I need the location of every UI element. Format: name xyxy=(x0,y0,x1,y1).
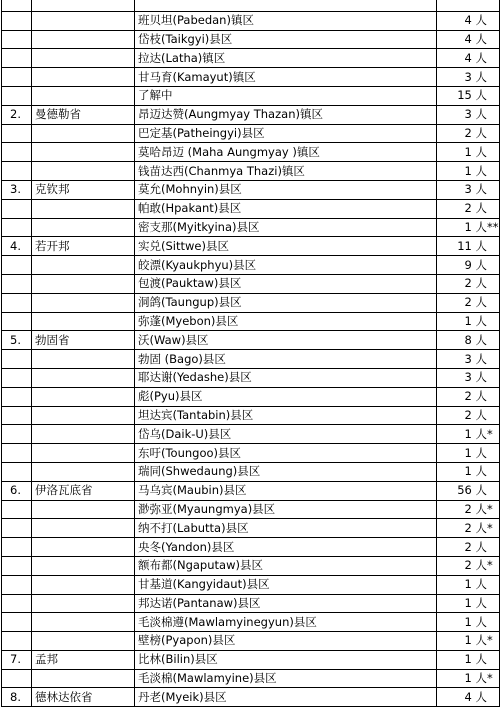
district-name: 耶达谢(Yedashe)县区 xyxy=(135,368,437,387)
count-cell xyxy=(437,331,500,350)
region-name xyxy=(32,556,135,575)
row-number xyxy=(2,143,32,162)
region-name xyxy=(32,49,135,68)
count-cell xyxy=(437,30,500,49)
count-cell xyxy=(437,256,500,275)
table-row xyxy=(2,312,500,331)
row-number xyxy=(2,0,32,11)
count-value: 1 人 xyxy=(464,163,487,178)
district-name: 沃(Waw)县区 xyxy=(135,331,437,350)
count-cell xyxy=(437,632,500,651)
region-name: 勃固省 xyxy=(32,331,135,350)
table-row xyxy=(2,256,500,275)
count-cell xyxy=(437,669,500,688)
row-number xyxy=(2,68,32,87)
count-cell xyxy=(437,237,500,256)
district-name: 岱枝(Taikgyi)县区 xyxy=(135,30,437,49)
count-cell xyxy=(437,0,500,11)
count-cell xyxy=(437,124,500,143)
region-name xyxy=(32,575,135,594)
count-cell xyxy=(437,688,500,707)
count-cell xyxy=(437,519,500,538)
count-value: 4 人 xyxy=(464,50,487,65)
count-cell xyxy=(437,594,500,613)
district-name: 密支那(Myitkyina)县区 xyxy=(135,218,437,237)
row-number xyxy=(2,556,32,575)
table-row xyxy=(2,218,500,237)
table-row xyxy=(2,519,500,538)
count-value: 2 人 xyxy=(464,276,487,291)
district-name: 昂迈达赞(Aungmyay Thazan)镇区 xyxy=(135,105,437,124)
count-cell xyxy=(437,462,500,481)
footnote-mark: * xyxy=(487,520,493,535)
footnote-mark: ** xyxy=(487,219,499,234)
count-value: 1 人 xyxy=(464,595,487,610)
region-name xyxy=(32,11,135,30)
table-row xyxy=(2,632,500,651)
count-cell xyxy=(437,68,500,87)
count-value: 8 人 xyxy=(464,332,487,347)
count-cell xyxy=(437,312,500,331)
table-row xyxy=(2,387,500,406)
count-value: 56 人 xyxy=(457,483,487,498)
row-number xyxy=(2,274,32,293)
count-value: 1 人 xyxy=(464,445,487,460)
row-number: 3. xyxy=(2,180,32,199)
region-name xyxy=(32,425,135,444)
footnote-mark: * xyxy=(487,426,493,441)
table-row xyxy=(2,237,500,256)
table-body xyxy=(2,0,500,707)
district-name: 拉达(Latha)镇区 xyxy=(135,49,437,68)
table-row xyxy=(2,124,500,143)
count-value: 1 人 xyxy=(464,577,487,592)
count-value: 4 人 xyxy=(464,31,487,46)
footnote-mark: * xyxy=(487,501,493,516)
region-name xyxy=(32,368,135,387)
table-row xyxy=(2,669,500,688)
row-number xyxy=(2,11,32,30)
region-name: 伊洛瓦底省 xyxy=(32,481,135,500)
count-value: 3 人 xyxy=(464,69,487,84)
count-value: 1 人 xyxy=(464,652,487,667)
row-number xyxy=(2,500,32,519)
row-number xyxy=(2,632,32,651)
table-row xyxy=(2,180,500,199)
row-number xyxy=(2,124,32,143)
count-cell xyxy=(437,11,500,30)
region-name xyxy=(32,68,135,87)
count-value: 2 人 xyxy=(464,125,487,140)
table-row xyxy=(2,556,500,575)
count-value: 9 人 xyxy=(464,257,487,272)
row-number xyxy=(2,425,32,444)
district-name: 班贝坦(Pabedan)镇区 xyxy=(135,11,437,30)
count-cell xyxy=(437,425,500,444)
district-name: 皎漂(Kyaukphyu)县区 xyxy=(135,256,437,275)
table-row xyxy=(2,86,500,105)
row-number xyxy=(2,519,32,538)
count-cell xyxy=(437,162,500,181)
row-number xyxy=(2,669,32,688)
count-value: 3 人 xyxy=(464,107,487,122)
row-number xyxy=(2,218,32,237)
row-number xyxy=(2,462,32,481)
row-number xyxy=(2,406,32,425)
row-number xyxy=(2,162,32,181)
count-cell xyxy=(437,481,500,500)
count-cell xyxy=(437,444,500,463)
district-name: 包渡(Pauktaw)县区 xyxy=(135,274,437,293)
district-name: 彪(Pyu)县区 xyxy=(135,387,437,406)
count-cell xyxy=(437,143,500,162)
count-cell xyxy=(437,86,500,105)
count-value: 1 人 xyxy=(464,426,487,441)
footnote-mark: * xyxy=(487,558,493,573)
region-name xyxy=(32,519,135,538)
count-value: 2 人 xyxy=(464,407,487,422)
count-cell xyxy=(437,199,500,218)
table-row xyxy=(2,293,500,312)
table-row xyxy=(2,406,500,425)
count-value: 3 人 xyxy=(464,370,487,385)
row-number xyxy=(2,613,32,632)
district-name: 毛淡棉遵(Mawlamyinegyun)县区 xyxy=(135,613,437,632)
district-name: 毛淡棉(Mawlamyine)县区 xyxy=(135,669,437,688)
region-name xyxy=(32,30,135,49)
district-name: 瑞同(Shwedaung)县区 xyxy=(135,462,437,481)
count-value: 1 人 xyxy=(464,144,487,159)
region-name xyxy=(32,669,135,688)
table-row xyxy=(2,425,500,444)
district-name: 巴定基(Patheingyi)县区 xyxy=(135,124,437,143)
row-number xyxy=(2,199,32,218)
table-row xyxy=(2,350,500,369)
table-row xyxy=(2,688,500,707)
row-number xyxy=(2,594,32,613)
row-number xyxy=(2,49,32,68)
count-cell xyxy=(437,350,500,369)
region-name: 曼德勒省 xyxy=(32,105,135,124)
table-row xyxy=(2,199,500,218)
region-name xyxy=(32,538,135,557)
region-name: 若开邦 xyxy=(32,237,135,256)
district-name xyxy=(135,0,437,11)
count-value: 2 人 xyxy=(464,295,487,310)
count-cell xyxy=(437,575,500,594)
district-name: 东吁(Toungoo)县区 xyxy=(135,444,437,463)
count-value: 11 人 xyxy=(457,238,487,253)
table-row xyxy=(2,575,500,594)
table-row xyxy=(2,105,500,124)
row-number: 4. xyxy=(2,237,32,256)
row-number xyxy=(2,575,32,594)
region-name: 克钦邦 xyxy=(32,180,135,199)
count-cell xyxy=(437,613,500,632)
row-number xyxy=(2,538,32,557)
district-name: 渺弥亚(Myaungmya)县区 xyxy=(135,500,437,519)
count-value: 4 人 xyxy=(464,689,487,704)
district-name: 坦达宾(Tantabin)县区 xyxy=(135,406,437,425)
table-row xyxy=(2,481,500,500)
region-name xyxy=(32,350,135,369)
district-name: 弥蓬(Myebon)县区 xyxy=(135,312,437,331)
district-name: 壁榜(Pyapon)县区 xyxy=(135,632,437,651)
count-value: 1 人 xyxy=(464,219,487,234)
district-name: 甘马育(Kamayut)镇区 xyxy=(135,68,437,87)
region-name xyxy=(32,594,135,613)
row-number xyxy=(2,293,32,312)
count-value: 1 人 xyxy=(464,614,487,629)
region-name xyxy=(32,162,135,181)
count-cell xyxy=(437,500,500,519)
row-number: 7. xyxy=(2,650,32,669)
region-name xyxy=(32,218,135,237)
region-name xyxy=(32,274,135,293)
region-name xyxy=(32,387,135,406)
count-value: 1 人 xyxy=(464,671,487,686)
region-name xyxy=(32,462,135,481)
district-name: 了解中 xyxy=(135,86,437,105)
count-cell xyxy=(437,538,500,557)
count-cell xyxy=(437,650,500,669)
district-name: 纳不打(Labutta)县区 xyxy=(135,519,437,538)
region-name xyxy=(32,124,135,143)
table-row xyxy=(2,68,500,87)
table-row xyxy=(2,650,500,669)
district-name: 莫哈昂迈 (Maha Aungmyay )镇区 xyxy=(135,143,437,162)
region-name xyxy=(32,86,135,105)
row-number xyxy=(2,30,32,49)
region-name xyxy=(32,293,135,312)
count-cell xyxy=(437,49,500,68)
district-name: 邦达诺(Pantanaw)县区 xyxy=(135,594,437,613)
table-row xyxy=(2,538,500,557)
district-name: 比林(Bilin)县区 xyxy=(135,650,437,669)
region-name xyxy=(32,0,135,11)
count-value: 2 人 xyxy=(464,389,487,404)
table-row xyxy=(2,500,500,519)
row-number xyxy=(2,368,32,387)
table-row xyxy=(2,368,500,387)
district-name: 勃固 (Bago)县区 xyxy=(135,350,437,369)
count-cell xyxy=(437,387,500,406)
row-number xyxy=(2,256,32,275)
district-name: 实兑(Sittwe)县区 xyxy=(135,237,437,256)
count-value: 1 人 xyxy=(464,313,487,328)
count-value: 2 人 xyxy=(464,558,487,573)
district-name: 钱苗达西(Chanmya Thazi)镇区 xyxy=(135,162,437,181)
district-name: 丹老(Myeik)县区 xyxy=(135,688,437,707)
count-value: 4 人 xyxy=(464,13,487,28)
row-number: 2. xyxy=(2,105,32,124)
count-value: 2 人 xyxy=(464,201,487,216)
count-value: 3 人 xyxy=(464,182,487,197)
region-name: 德林达依省 xyxy=(32,688,135,707)
count-cell xyxy=(437,293,500,312)
row-number: 6. xyxy=(2,481,32,500)
count-value: 2 人 xyxy=(464,520,487,535)
table-row xyxy=(2,274,500,293)
count-value: 3 人 xyxy=(464,351,487,366)
table-row xyxy=(2,462,500,481)
region-name xyxy=(32,444,135,463)
count-cell xyxy=(437,105,500,124)
region-name xyxy=(32,613,135,632)
count-value: 2 人 xyxy=(464,501,487,516)
row-number: 5. xyxy=(2,331,32,350)
table-row xyxy=(2,162,500,181)
district-name: 央冬(Yandon)县区 xyxy=(135,538,437,557)
count-value: 15 人 xyxy=(457,88,487,103)
count-cell xyxy=(437,180,500,199)
region-name xyxy=(32,199,135,218)
region-name xyxy=(32,500,135,519)
region-name xyxy=(32,632,135,651)
district-name: 帕敢(Hpakant)县区 xyxy=(135,199,437,218)
count-cell xyxy=(437,368,500,387)
district-name: 甘基道(Kangyidaut)县区 xyxy=(135,575,437,594)
region-name xyxy=(32,143,135,162)
row-number xyxy=(2,86,32,105)
district-name: 莫允(Mohnyin)县区 xyxy=(135,180,437,199)
row-number xyxy=(2,312,32,331)
count-cell xyxy=(437,406,500,425)
table-row xyxy=(2,30,500,49)
footnote-mark: * xyxy=(487,671,493,686)
table-row xyxy=(2,594,500,613)
footnote-mark: * xyxy=(487,633,493,648)
row-number xyxy=(2,444,32,463)
district-name: 洞鸽(Taungup)县区 xyxy=(135,293,437,312)
table-row xyxy=(2,444,500,463)
region-name xyxy=(32,406,135,425)
row-number xyxy=(2,387,32,406)
table-row xyxy=(2,49,500,68)
casualty-table xyxy=(1,0,500,707)
region-name xyxy=(32,256,135,275)
district-name: 额布都(Ngaputaw)县区 xyxy=(135,556,437,575)
count-value: 1 人 xyxy=(464,464,487,479)
region-name xyxy=(32,312,135,331)
count-cell xyxy=(437,218,500,237)
row-number xyxy=(2,350,32,369)
count-value: 1 人 xyxy=(464,633,487,648)
table-row xyxy=(2,0,500,11)
count-cell xyxy=(437,274,500,293)
region-name: 孟邦 xyxy=(32,650,135,669)
district-name: 岱乌(Daik-U)县区 xyxy=(135,425,437,444)
table-row xyxy=(2,613,500,632)
table-row xyxy=(2,143,500,162)
district-name: 马乌宾(Maubin)县区 xyxy=(135,481,437,500)
count-cell xyxy=(437,556,500,575)
row-number: 8. xyxy=(2,688,32,707)
table-row xyxy=(2,11,500,30)
count-value: 2 人 xyxy=(464,539,487,554)
table-row xyxy=(2,331,500,350)
